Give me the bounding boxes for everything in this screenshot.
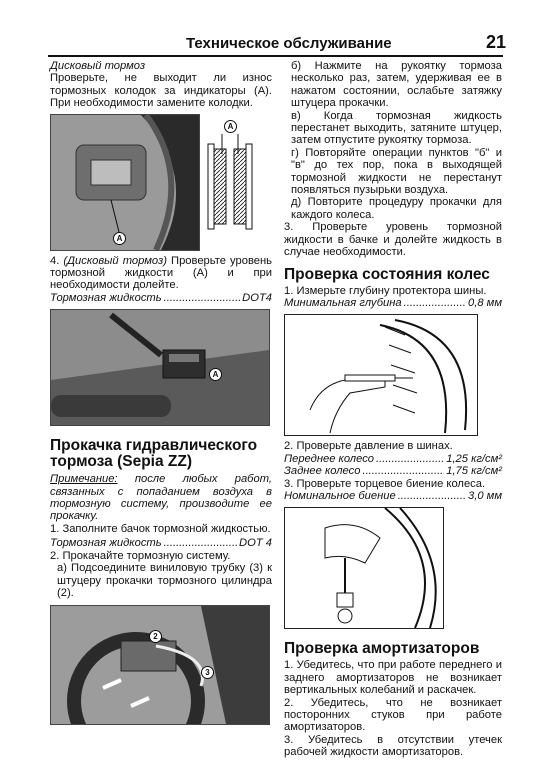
bleed-step-b: б) Нажмите на рукоятку тормоза несколько раз, затем, удерживая ее в нажатом состоянии, ослабьте затяжку штуцера прокачки. <box>291 60 502 110</box>
note-text: после любых работ, связанных с попаданием воздуха в тормозную систему, производите ее прокачку. <box>50 473 272 523</box>
shock-step3: 3. Убедитесь в отсутствии утечек рабочей жидкости амортизаторов. <box>284 733 502 759</box>
bleed-section-title: Прокачка гидравлического тормоза (Sepia ZZ) <box>50 437 258 471</box>
fluid-spec <box>50 292 272 304</box>
runout-spec <box>284 490 502 502</box>
step4-rest: Проверьте уровень тормозной жидкости (А) и при необходимости долейте. <box>50 254 272 292</box>
bleed-step1: 1. Заполните бачок тормозной жидкостью. <box>50 522 271 535</box>
bleed-valve-illustration <box>51 606 269 724</box>
tires-section-title: Проверка состояния колес <box>284 265 490 283</box>
bleed-note <box>50 473 272 523</box>
min-depth-spec <box>284 297 502 309</box>
left-column <box>50 60 272 725</box>
bleed-step2: 2. Прокачайте тормозную систему. <box>50 549 231 562</box>
bleed-step-d: д) Повторите процедуру прокачки для каждого колеса. <box>291 196 502 221</box>
front-value: 1,25 кг/см² <box>446 452 502 465</box>
callout-3: 3 <box>201 666 214 679</box>
front-pressure-spec <box>284 453 502 465</box>
front-label: Переднее колесо <box>284 452 375 465</box>
note-label: Примечание: <box>50 473 118 486</box>
rear-pressure-spec <box>284 465 502 477</box>
callout-a-photo: A <box>113 232 126 245</box>
step4-italic: (Дисковый тормоз) <box>63 254 167 267</box>
runout-gauge-diagram <box>285 508 443 628</box>
tires-step3: 3. Проверьте торцевое биение колеса. <box>284 477 486 490</box>
runout-label: Номинальное биение <box>284 489 396 502</box>
min-depth-value: 0,8 мм <box>468 296 502 309</box>
disc-brake-heading: Дисковый тормоз <box>50 60 146 72</box>
tread-depth-drawing <box>284 314 478 436</box>
bleed-step2a: а) Подсоедините виниловую трубку (3) к штуцеру прокачки тормозного цилиндра (2). <box>57 562 272 599</box>
shock-step1: 1. Убедитесь, что при работе переднего и заднего амортизаторов не возникает вертикальных колебаний и раскачек. <box>284 659 502 697</box>
brake-caliper-illustration <box>51 115 199 250</box>
brake-pad-figure <box>50 114 272 251</box>
page-number: 21 <box>486 32 507 52</box>
page-header-title: Техническое обслуживание <box>186 35 392 52</box>
tires-step2: 2. Проверьте давление в шинах. <box>284 440 453 453</box>
step4-number: 4. <box>50 254 64 267</box>
runout-drawing <box>284 507 444 629</box>
fluid-spec2-value: DOT 4 <box>239 537 272 550</box>
bleed-valve-photo <box>50 605 270 725</box>
bleed-step-v: в) Когда тормозная жидкость перестанет выходить, затяните штуцер, затем отпустите рукоятку тормоза. <box>291 109 502 147</box>
disc-brake-text: Проверьте, не выходит ли износ тормозных колодок за индикаторы (А). При необходимости замените колодки. <box>50 72 272 110</box>
tread-gauge-diagram <box>285 315 477 435</box>
min-depth-label: Минимальная глубина <box>284 296 402 309</box>
fluid-spec-value: DOT4 <box>242 291 272 304</box>
callout-a-reservoir: A <box>209 368 222 381</box>
bleed-step3: 3. Проверьте уровень тормозной жидкости в бачке и долейте жидкость в случае необходимости. <box>284 221 502 259</box>
right-column <box>284 60 502 759</box>
fluid-spec-2 <box>50 537 272 549</box>
runout-value: 3,0 мм <box>468 489 502 502</box>
fluid-spec2-label: Тормозная жидкость <box>50 537 162 550</box>
rear-label: Заднее колесо <box>284 465 361 478</box>
callout-a-drawing: A <box>224 120 237 133</box>
shock-step2: 2. Убедитесь, что не возникает посторонних стуков при работе амортизаторов. <box>284 696 502 734</box>
reservoir-illustration <box>51 310 269 425</box>
fluid-spec-label: Тормозная жидкость <box>50 291 162 304</box>
tires-step1: 1. Измерьте глубину протектора шины. <box>284 284 487 297</box>
brake-caliper-photo <box>50 114 200 251</box>
step4-text <box>50 255 272 292</box>
brake-pad-diagram <box>204 114 272 249</box>
header-rule <box>48 55 503 57</box>
bleed-step-g: г) Повторяйте операции пунктов "б" и "в" до тех пор, пока в выходящей тормозной жидкости не перестанут появляться пузырьки воздуха. <box>291 146 502 197</box>
shock-section-title: Проверка амортизаторов <box>284 640 480 658</box>
brake-pad-drawing <box>204 114 272 249</box>
rear-value: 1,75 кг/см² <box>446 465 502 478</box>
reservoir-photo <box>50 309 270 426</box>
callout-2: 2 <box>149 630 162 643</box>
